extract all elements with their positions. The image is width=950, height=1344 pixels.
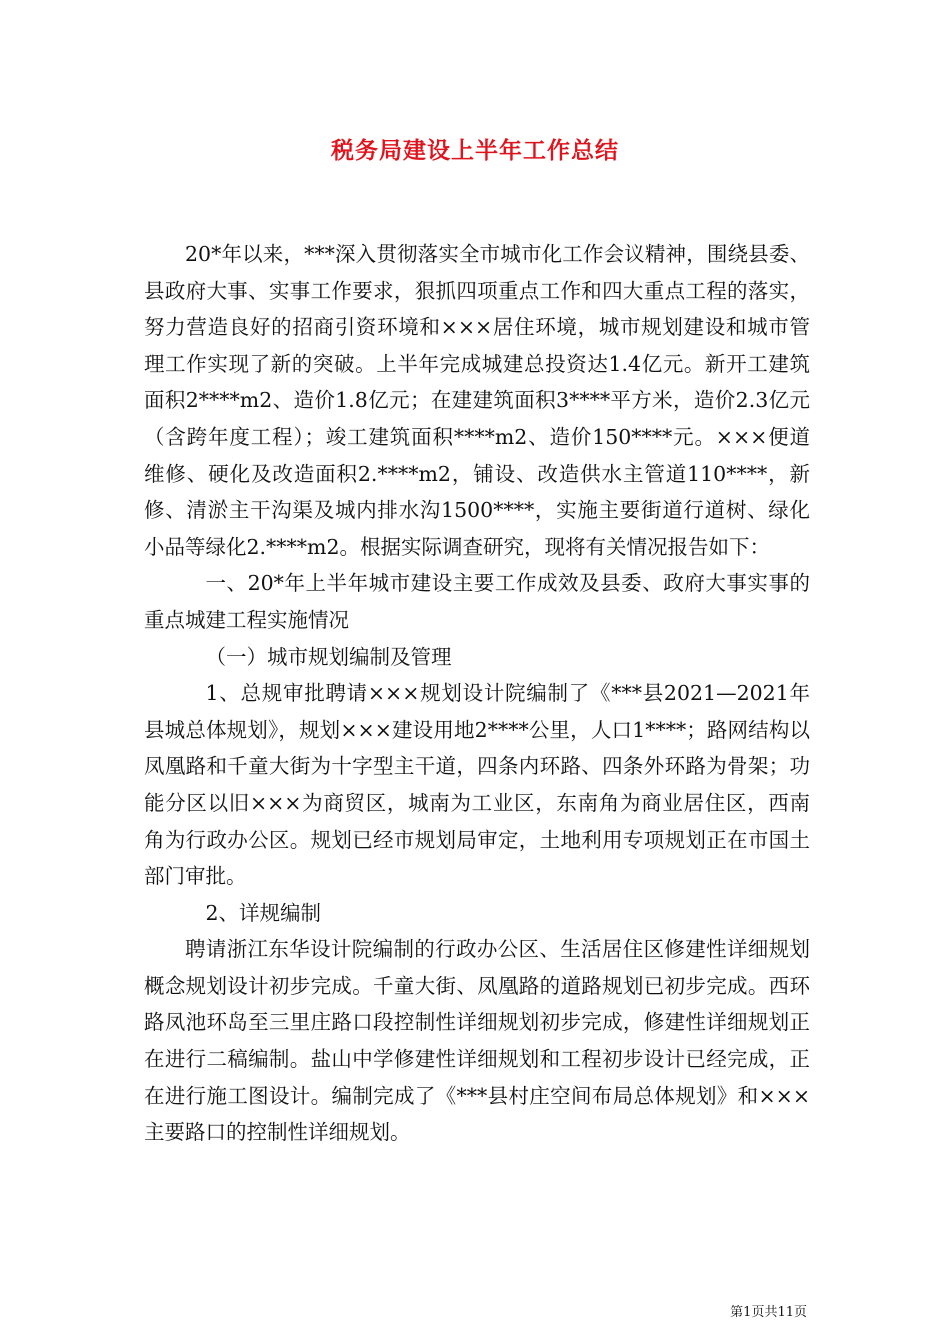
document-body xyxy=(144,236,810,1151)
paragraph-detailed-plan: 聘请浙江东华设计院编制的行政办公区、生活居住区修建性详细规划概念规划设计初步完成。千童大街、凤凰路的道路规划已初步完成。西环路凤池环岛至三里庄路口段控制性详细规划初步完成，修建性详细规划正在进行二稿编制。盐山中学修建性详细规划和工程初步设计已经完成，正在进行施工图设计。编制完成了《***县村庄空间布局总体规划》和×××主要路口的控制性详细规划。 xyxy=(144,937,810,1145)
section-heading-1: 一、20*年上半年城市建设主要工作成效及县委、政府大事实事的重点城建工程实施情况 xyxy=(144,571,810,632)
paragraph-intro: 20*年以来，***深入贯彻落实全市城市化工作会议精神，围绕县委、县政府大事、实事工作要求，狠抓四项重点工作和四大重点工程的落实，努力营造良好的招商引资环境和×××居住环境，城市规划建设和城市管理工作实现了新的突破。上半年完成城建总投资达1.4亿元。新开工建筑面积2****m2、造价1.8亿元；在建建筑面积3****平方米，造价2.3亿元（含跨年度工程）；竣工建筑面积****m2、造价150****元。×××便道维修、硬化及改造面积2.****m2，铺设、改造供水主管道110****，新修、清淤主干沟渠及城内排水沟1500****，实施主要街道行道树、绿化小品等绿化2.****m2。根据实际调查研究，现将有关情况报告如下： xyxy=(144,242,810,559)
paragraph-master-plan: 1、总规审批聘请×××规划设计院编制了《***县2021—2021年县城总体规划》，规划×××建设用地2****公里，人口1****；路网结构以凤凰路和千童大街为十字型主干道，四条内环路、四条外环路为骨架；功能分区以旧×××为商贸区，城南为工业区，东南角为商业居住区，西南角为行政办公区。规划已经市规划局审定，土地利用专项规划正在市国土部门审批。 xyxy=(144,681,810,889)
subsection-heading-2: 2、详规编制 xyxy=(205,900,322,925)
subsection-heading-1: （一）城市规划编制及管理 xyxy=(205,644,452,669)
document-title: 税务局建设上半年工作总结 xyxy=(331,138,619,164)
page-number: 第1页共11页 xyxy=(730,1305,807,1320)
